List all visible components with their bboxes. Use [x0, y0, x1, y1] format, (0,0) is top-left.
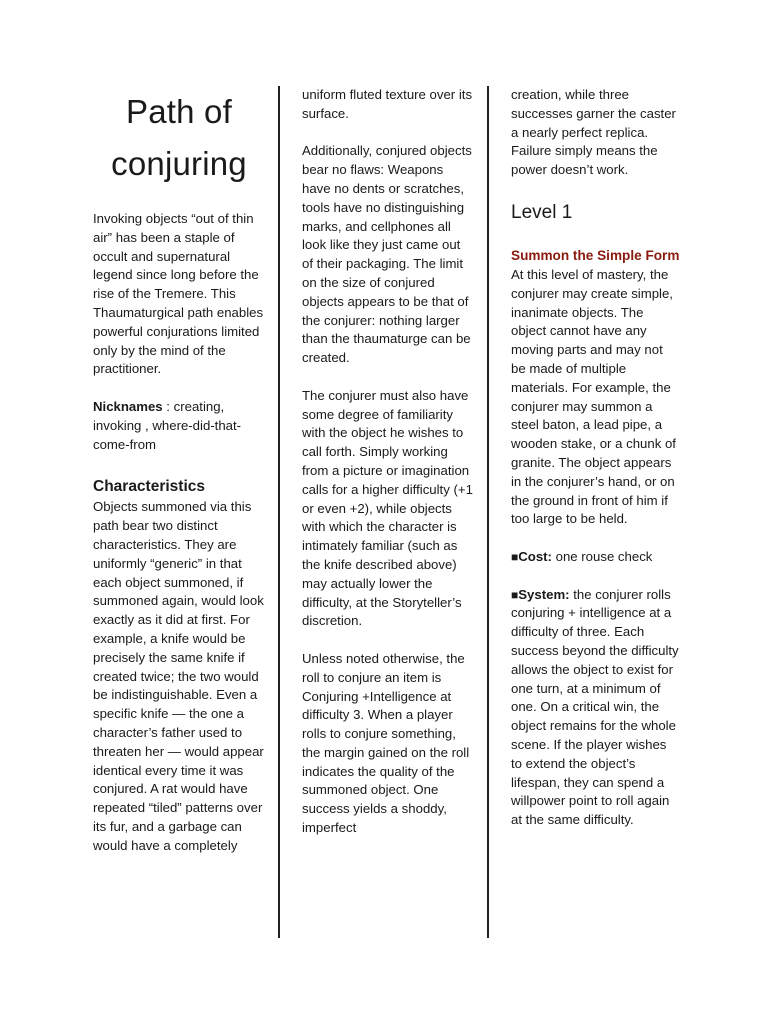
col2-paragraph-4: Unless noted otherwise, the roll to conjure an item is Conjuring +Intelligence at difficulty 3. When a player rolls to conjure something, the margin gained on the roll indicates the quality of the summoned object. One success yields a shoddy, imperfect	[302, 650, 470, 836]
column-divider-2	[487, 86, 489, 938]
column-divider-1	[278, 86, 280, 938]
characteristics-paragraph: Objects summoned via this path bear two distinct characteristics. They are uniformly “generic” in that each object summoned, if summoned again, would look exactly as it did at first. For example, a knife would be precisely the same knife if created twice; the two would be indistinguishable. Even a specific knife — the one a character’s father used to threaten her — would appear identical every time it was conjured. A rat would have repeated “tiled” patterns over its fur, and a garbage can would have a completely	[93, 499, 264, 853]
power-name-heading: Summon the Simple Form	[511, 247, 680, 263]
nicknames-text: : creating, invoking , where-did-that-come-from	[93, 398, 242, 452]
col2-paragraph-3: The conjurer must also have some degree of familiarity with the object he wishes to call forth. Simply working from a picture or imagination calls for a higher difficulty (+1 or even +2), while objects with which the character is intimately familiar (such as the knife described above) may actually lower the difficulty, at the Storyteller’s discretion.	[302, 387, 473, 629]
cost-label: Cost:	[518, 548, 552, 564]
system-label: System:	[518, 586, 570, 602]
level-1-heading: Level 1	[511, 201, 573, 223]
column-2	[302, 86, 474, 838]
bullet-square-icon: ■	[511, 549, 519, 564]
nicknames-label: Nicknames	[93, 398, 163, 414]
system-text: the conjurer rolls conjuring + intelligence at a difficulty of three. Each success beyond the difficulty allows the object to exist for one turn, at a minimum of one. On a critical win, the object remains for the whole scene. If the player wishes to extend the object’s lifespan, they can spend a willpower point to roll again at the same difficulty.	[511, 586, 679, 828]
title-line-1: Path of	[126, 93, 232, 130]
title-line-2: conjuring	[111, 145, 247, 182]
col2-paragraph-2: Additionally, conjured objects bear no flaws: Weapons have no dents or scratches, tools have no distinguishing marks, and cellphones all look like they just came out of their packaging. The limit on the size of conjured objects appears to be that of the conjurer: nothing larger than the thaumaturge can be created.	[302, 143, 472, 366]
intro-paragraph: Invoking objects “out of thin air” has been a staple of occult and supernatural legend since long before the rise of the Tremere. This Thaumaturgical path enables powerful conjurations limited only by the mind of the practitioner.	[93, 211, 264, 377]
characteristics-heading: Characteristics	[93, 478, 206, 496]
power-description: At this level of mastery, the conjurer may create simple, inanimate objects. The object cannot have any moving parts and may not be made of multiple materials. For example, the conjurer may summon a steel baton, a lead pipe, a wooden stake, or a chunk of granite. The object appears in the conjurer’s hand, or on the ground in front of him if too large to be held.	[511, 266, 676, 527]
cost-text: one rouse check	[551, 548, 653, 564]
cost-paragraph	[511, 548, 681, 567]
column-3	[511, 86, 681, 830]
col3-paragraph-1: creation, while three successes garner the caster a nearly perfect replica. Failure simply means the power doesn’t work.	[511, 87, 676, 178]
nicknames-paragraph	[93, 398, 265, 454]
column-1	[93, 86, 265, 856]
page-title	[93, 86, 265, 190]
bullet-square-icon: ■	[511, 587, 519, 602]
system-paragraph	[511, 586, 681, 830]
col2-paragraph-1: uniform fluted texture over its surface.	[302, 87, 473, 121]
